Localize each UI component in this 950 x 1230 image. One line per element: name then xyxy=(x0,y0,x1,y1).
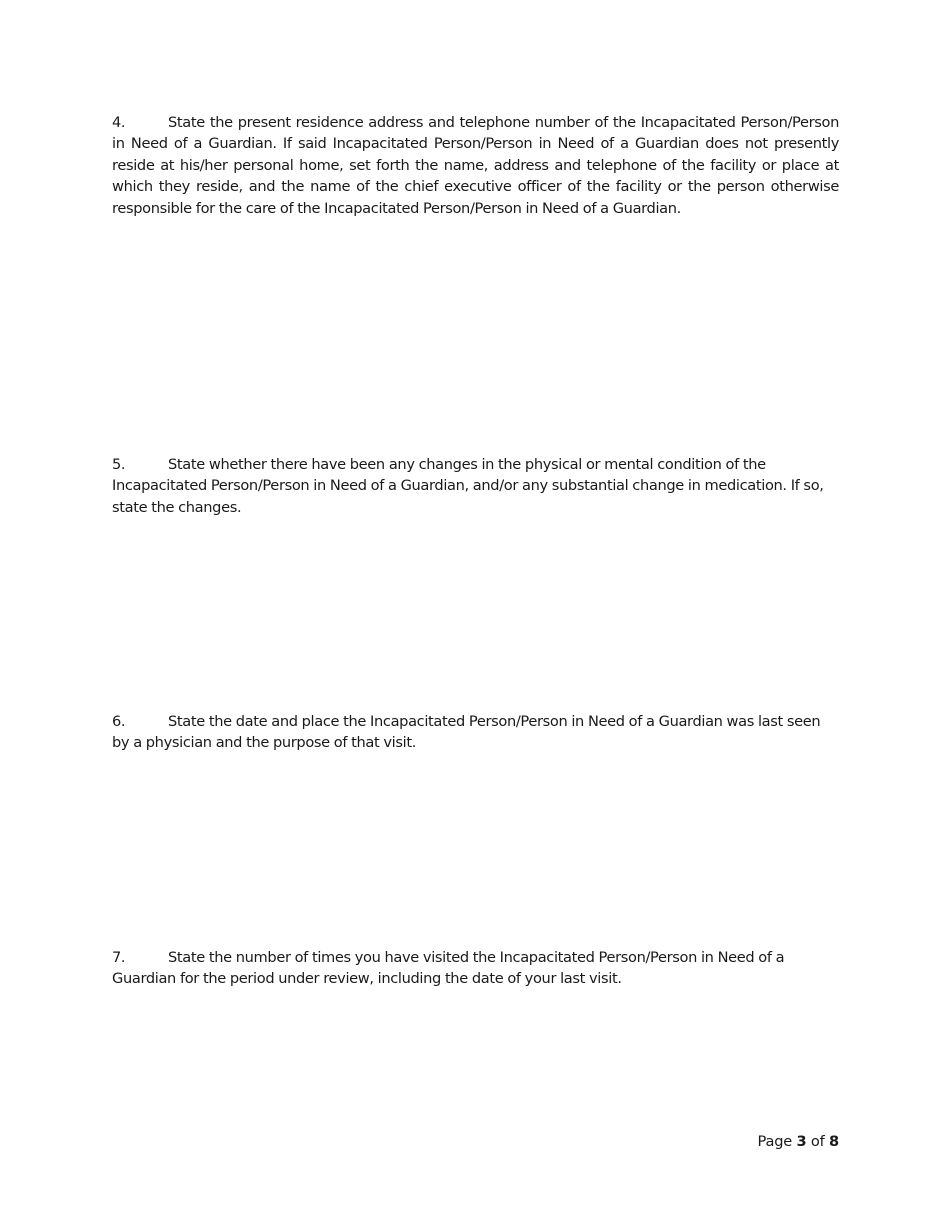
question-text: State the present residence address and telephone number of the Incapacitated Person/Person in Need of a Guardian. If said Incapacitated Person/Person in Need of a Guardian does not presently reside at his/her personal home, set forth the name, address and telephone of the facility or place at which they reside, and the name of the chief executive officer of the facility or the person otherwise responsible for the care of the Incapacitated Person/Person in Need of a Guardian. xyxy=(112,114,839,217)
question-6 xyxy=(112,711,839,754)
question-number: 7. xyxy=(112,949,126,966)
question-number: 6. xyxy=(112,713,126,730)
question-number: 4. xyxy=(112,114,126,131)
question-number: 5. xyxy=(112,456,126,473)
question-7 xyxy=(112,947,839,990)
page-footer xyxy=(758,1132,840,1152)
question-5 xyxy=(112,454,839,518)
question-text: State the date and place the Incapacitated Person/Person in Need of a Guardian was last seen by a physician and the purpose of that visit. xyxy=(112,713,821,752)
page-label: Page xyxy=(757,1133,793,1150)
total-pages-number: 8 xyxy=(829,1133,839,1150)
question-text: State whether there have been any changes in the physical or mental condition of the Incapacitated Person/Person in Need of a Guardian, and/or any substantial change in medication. If so, state the changes. xyxy=(112,456,824,516)
question-4 xyxy=(112,112,839,219)
current-page-number: 3 xyxy=(796,1133,807,1150)
question-text: State the number of times you have visited the Incapacitated Person/Person in Need of a Guardian for the period under review, including the date of your last visit. xyxy=(112,949,785,988)
of-label: of xyxy=(810,1133,825,1150)
